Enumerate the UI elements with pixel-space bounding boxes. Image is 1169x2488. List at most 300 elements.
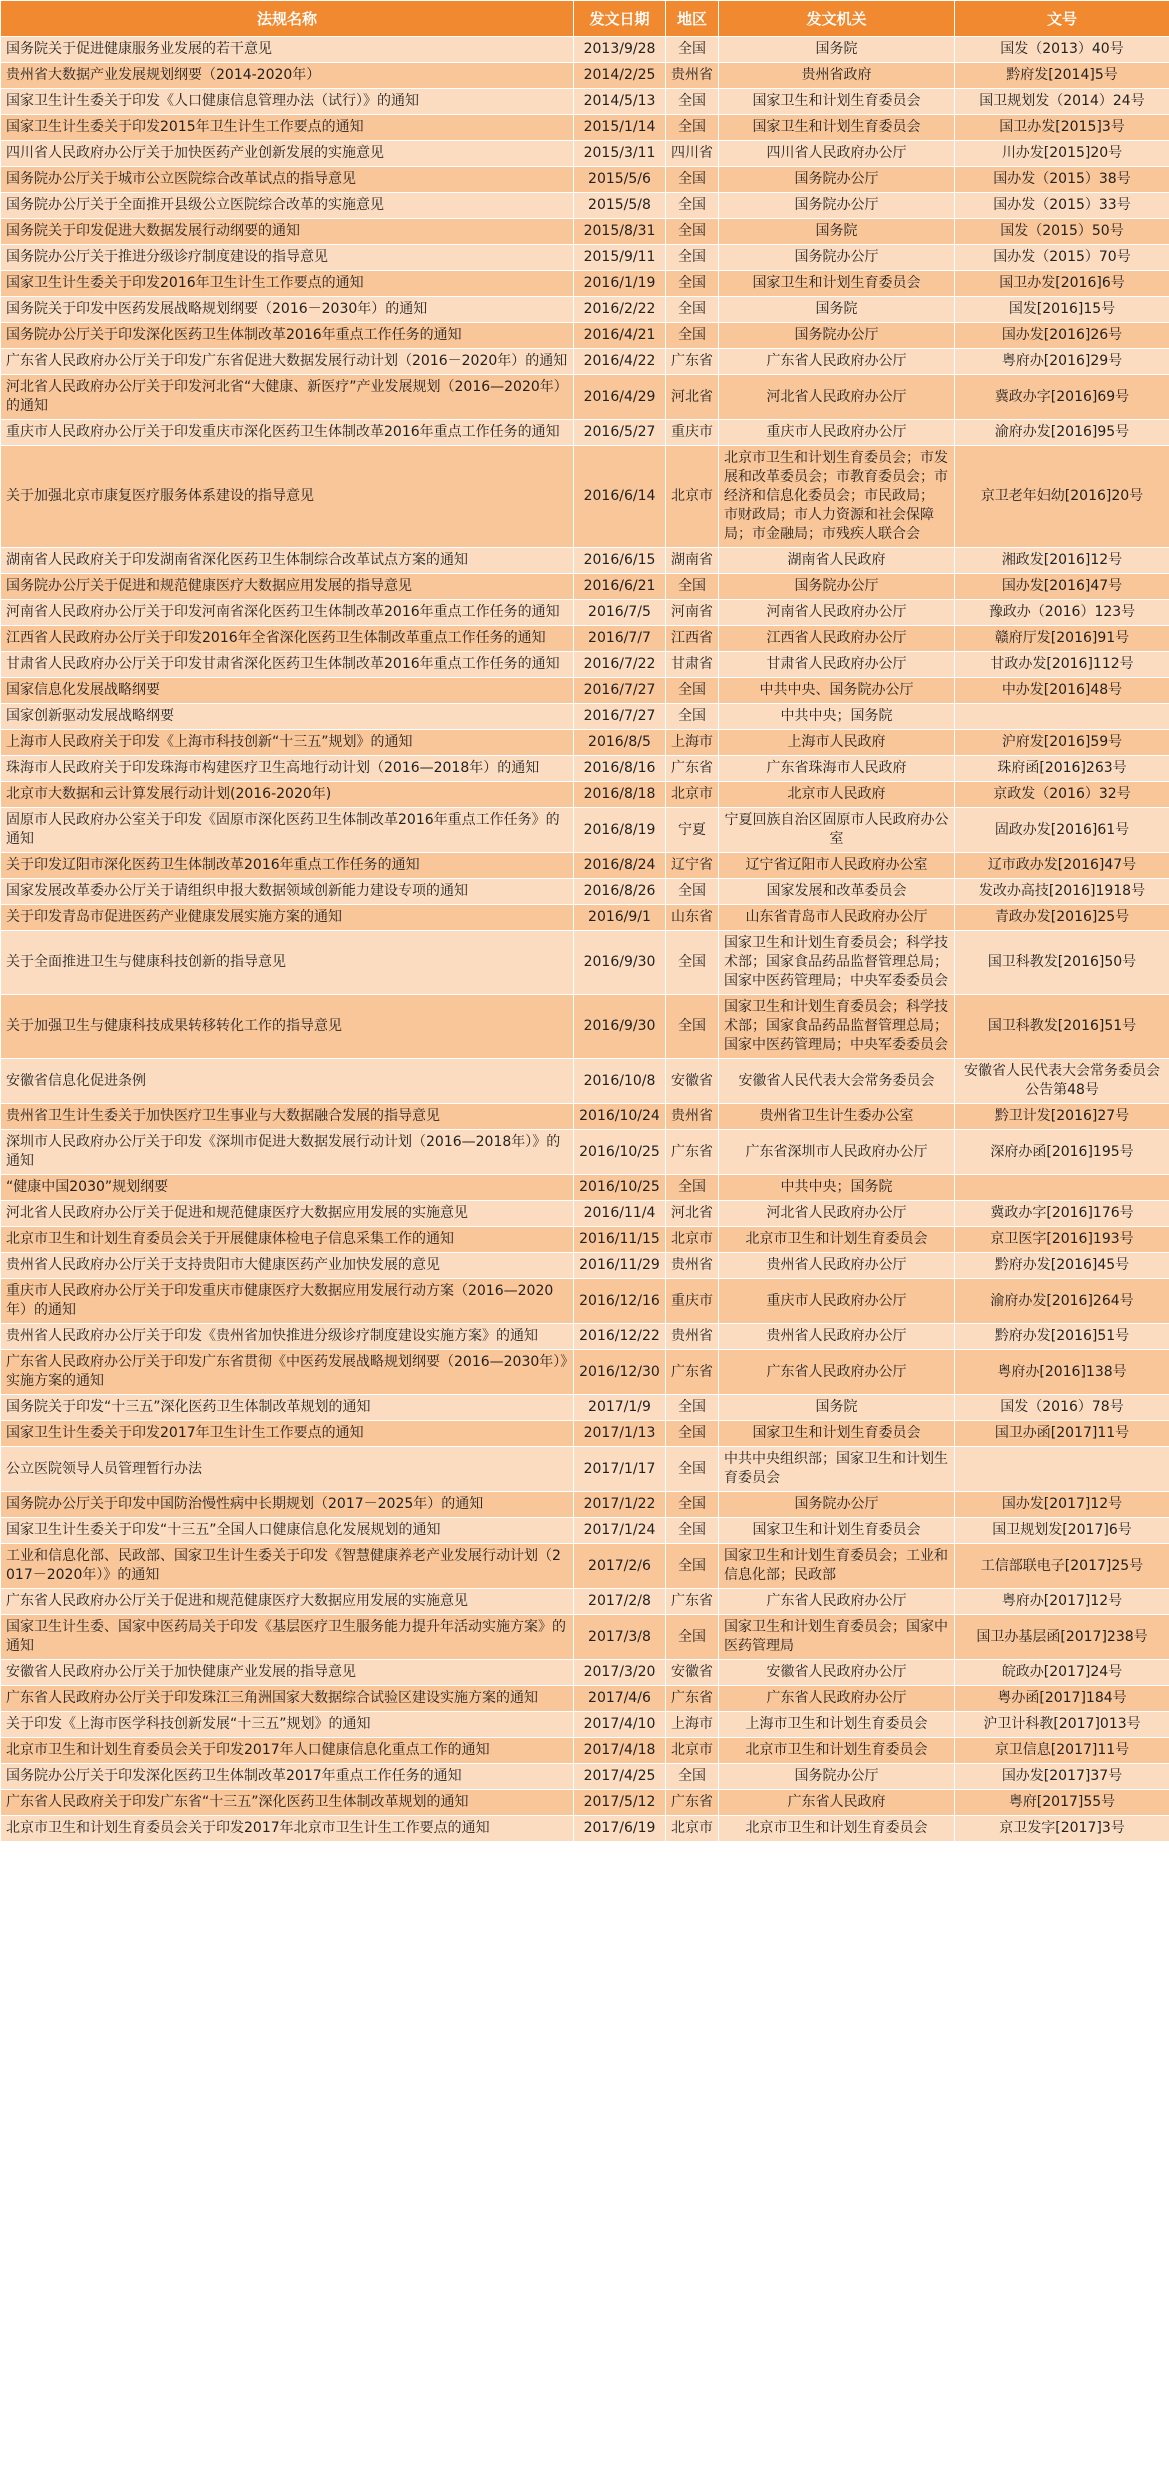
cell-region: 贵州省: [666, 1253, 719, 1279]
table-row: [1, 1518, 1169, 1544]
cell-doc-no: 黔府办发[2016]51号: [955, 1324, 1169, 1350]
cell-region: 安徽省: [666, 1660, 719, 1686]
cell-date: 2016/10/25: [574, 1130, 666, 1175]
cell-region: 全国: [666, 297, 719, 323]
table-row: [1, 1615, 1169, 1660]
cell-date: 2017/4/10: [574, 1712, 666, 1738]
cell-doc-no: 辽市政办发[2016]47号: [955, 853, 1169, 879]
cell-issuer: 重庆市人民政府办公厅: [719, 1279, 955, 1324]
table-row: [1, 853, 1169, 879]
cell-region: 全国: [666, 1447, 719, 1492]
cell-region: 北京市: [666, 446, 719, 548]
cell-doc-no: 青政办发[2016]25号: [955, 905, 1169, 931]
cell-date: 2017/2/8: [574, 1589, 666, 1615]
cell-issuer: 国家卫生和计划生育委员会: [719, 1518, 955, 1544]
cell-issuer: 湖南省人民政府: [719, 548, 955, 574]
cell-name: 河南省人民政府办公厅关于印发河南省深化医药卫生体制改革2016年重点工作任务的通知: [1, 600, 574, 626]
cell-date: 2017/4/6: [574, 1686, 666, 1712]
cell-date: 2016/8/5: [574, 730, 666, 756]
cell-region: 安徽省: [666, 1059, 719, 1104]
cell-date: 2017/6/19: [574, 1816, 666, 1842]
cell-issuer: 贵州省卫生计生委办公室: [719, 1104, 955, 1130]
cell-issuer: 国家卫生和计划生育委员会: [719, 1421, 955, 1447]
cell-doc-no: 国卫科教发[2016]51号: [955, 995, 1169, 1059]
table-row: [1, 626, 1169, 652]
cell-doc-no: 京卫信息[2017]11号: [955, 1738, 1169, 1764]
cell-doc-no: 川办发[2015]20号: [955, 141, 1169, 167]
table-row: [1, 167, 1169, 193]
cell-doc-no: [955, 1175, 1169, 1201]
cell-date: 2015/1/14: [574, 115, 666, 141]
table-row: [1, 89, 1169, 115]
cell-issuer: 贵州省人民政府办公厅: [719, 1324, 955, 1350]
cell-date: 2016/11/4: [574, 1201, 666, 1227]
cell-region: 广东省: [666, 1130, 719, 1175]
cell-issuer: 河南省人民政府办公厅: [719, 600, 955, 626]
cell-date: 2016/8/24: [574, 853, 666, 879]
cell-region: 全国: [666, 678, 719, 704]
cell-name: 国家卫生计生委关于印发2015年卫生计生工作要点的通知: [1, 115, 574, 141]
cell-date: 2014/2/25: [574, 63, 666, 89]
cell-name: 北京市卫生和计划生育委员会关于印发2017年北京市卫生计生工作要点的通知: [1, 1816, 574, 1842]
cell-issuer: 国家卫生和计划生育委员会: [719, 271, 955, 297]
cell-doc-no: 中办发[2016]48号: [955, 678, 1169, 704]
cell-issuer: 国务院: [719, 37, 955, 63]
cell-name: 安徽省信息化促进条例: [1, 1059, 574, 1104]
header-region: 地区: [666, 1, 719, 37]
table-row: [1, 1201, 1169, 1227]
cell-name: 安徽省人民政府办公厅关于加快健康产业发展的指导意见: [1, 1660, 574, 1686]
cell-region: 北京市: [666, 1227, 719, 1253]
table-row: [1, 115, 1169, 141]
cell-date: 2016/6/15: [574, 548, 666, 574]
cell-doc-no: 国卫办发[2016]6号: [955, 271, 1169, 297]
cell-region: 上海市: [666, 1712, 719, 1738]
cell-date: 2017/1/24: [574, 1518, 666, 1544]
cell-doc-no: 京政发（2016）32号: [955, 782, 1169, 808]
cell-name: 贵州省大数据产业发展规划纲要（2014-2020年）: [1, 63, 574, 89]
cell-doc-no: 安徽省人民代表大会常务委员会公告第48号: [955, 1059, 1169, 1104]
cell-doc-no: 沪卫计科教[2017]013号: [955, 1712, 1169, 1738]
cell-region: 河北省: [666, 375, 719, 420]
cell-region: 全国: [666, 1615, 719, 1660]
cell-name: 关于印发《上海市医学科技创新发展“十三五”规划》的通知: [1, 1712, 574, 1738]
table-row: [1, 63, 1169, 89]
table-row: [1, 808, 1169, 853]
cell-date: 2016/6/14: [574, 446, 666, 548]
cell-issuer: 江西省人民政府办公厅: [719, 626, 955, 652]
table-row: [1, 375, 1169, 420]
table-row: [1, 756, 1169, 782]
table-row: [1, 1738, 1169, 1764]
cell-date: 2016/10/25: [574, 1175, 666, 1201]
cell-issuer: 河北省人民政府办公厅: [719, 375, 955, 420]
table-row: [1, 219, 1169, 245]
cell-doc-no: 粤办函[2017]184号: [955, 1686, 1169, 1712]
cell-name: 国家卫生计生委关于印发“十三五”全国人口健康信息化发展规划的通知: [1, 1518, 574, 1544]
table-row: [1, 420, 1169, 446]
cell-issuer: 广东省深圳市人民政府办公厅: [719, 1130, 955, 1175]
cell-name: 工业和信息化部、民政部、国家卫生计生委关于印发《智慧健康养老产业发展行动计划（2017－2020年）》的通知: [1, 1544, 574, 1589]
cell-issuer: 中共中央；国务院: [719, 704, 955, 730]
cell-doc-no: 工信部联电子[2017]25号: [955, 1544, 1169, 1589]
cell-doc-no: 豫政办（2016）123号: [955, 600, 1169, 626]
cell-name: 深圳市人民政府办公厅关于印发《深圳市促进大数据发展行动计划（2016—2018年）》的通知: [1, 1130, 574, 1175]
cell-date: 2017/4/18: [574, 1738, 666, 1764]
cell-name: 贵州省卫生计生委关于加快医疗卫生事业与大数据融合发展的指导意见: [1, 1104, 574, 1130]
cell-date: 2016/12/22: [574, 1324, 666, 1350]
cell-region: 全国: [666, 89, 719, 115]
cell-region: 北京市: [666, 1816, 719, 1842]
cell-doc-no: 国发（2013）40号: [955, 37, 1169, 63]
cell-region: 全国: [666, 704, 719, 730]
header-row: [1, 1, 1169, 37]
cell-date: 2016/10/24: [574, 1104, 666, 1130]
cell-region: 全国: [666, 879, 719, 905]
cell-doc-no: 甘政办发[2016]112号: [955, 652, 1169, 678]
cell-name: 国务院办公厅关于促进和规范健康医疗大数据应用发展的指导意见: [1, 574, 574, 600]
cell-name: 国家发展改革委办公厅关于请组织申报大数据领域创新能力建设专项的通知: [1, 879, 574, 905]
cell-issuer: 国家卫生和计划生育委员会: [719, 89, 955, 115]
cell-date: 2017/4/25: [574, 1764, 666, 1790]
table-row: [1, 1279, 1169, 1324]
cell-doc-no: 皖政办[2017]24号: [955, 1660, 1169, 1686]
cell-region: 湖南省: [666, 548, 719, 574]
table-row: [1, 1253, 1169, 1279]
table-row: [1, 678, 1169, 704]
cell-name: 国务院办公厅关于印发深化医药卫生体制改革2016年重点工作任务的通知: [1, 323, 574, 349]
table-row: [1, 1764, 1169, 1790]
cell-region: 全国: [666, 245, 719, 271]
cell-region: 广东省: [666, 1790, 719, 1816]
cell-name: 关于加强北京市康复医疗服务体系建设的指导意见: [1, 446, 574, 548]
table-row: [1, 879, 1169, 905]
cell-doc-no: 湘政发[2016]12号: [955, 548, 1169, 574]
cell-date: 2016/5/27: [574, 420, 666, 446]
cell-name: 贵州省人民政府办公厅关于印发《贵州省加快推进分级诊疗制度建设实施方案》的通知: [1, 1324, 574, 1350]
table-row: [1, 1104, 1169, 1130]
cell-doc-no: 京卫医字[2016]193号: [955, 1227, 1169, 1253]
cell-region: 全国: [666, 193, 719, 219]
cell-issuer: 四川省人民政府办公厅: [719, 141, 955, 167]
cell-date: 2017/3/20: [574, 1660, 666, 1686]
table-row: [1, 1712, 1169, 1738]
cell-region: 全国: [666, 574, 719, 600]
cell-doc-no: 赣府厅发[2016]91号: [955, 626, 1169, 652]
cell-region: 北京市: [666, 782, 719, 808]
cell-issuer: 贵州省人民政府办公厅: [719, 1253, 955, 1279]
table-row: [1, 1492, 1169, 1518]
cell-date: 2016/4/21: [574, 323, 666, 349]
cell-name: 河北省人民政府办公厅关于印发河北省“大健康、新医疗”产业发展规划（2016—2020年）的通知: [1, 375, 574, 420]
cell-date: 2014/5/13: [574, 89, 666, 115]
cell-issuer: 国务院办公厅: [719, 1764, 955, 1790]
cell-date: 2015/5/8: [574, 193, 666, 219]
cell-name: 国务院关于印发“十三五”深化医药卫生体制改革规划的通知: [1, 1395, 574, 1421]
table-row: [1, 730, 1169, 756]
cell-date: 2016/7/5: [574, 600, 666, 626]
cell-region: 重庆市: [666, 420, 719, 446]
cell-name: 关于印发青岛市促进医药产业健康发展实施方案的通知: [1, 905, 574, 931]
cell-issuer: 广东省人民政府办公厅: [719, 1350, 955, 1395]
cell-issuer: 安徽省人民政府办公厅: [719, 1660, 955, 1686]
cell-date: 2016/11/15: [574, 1227, 666, 1253]
cell-region: 山东省: [666, 905, 719, 931]
cell-name: 广东省人民政府办公厅关于印发广东省促进大数据发展行动计划（2016－2020年）的通知: [1, 349, 574, 375]
table-row: [1, 323, 1169, 349]
table-row: [1, 1686, 1169, 1712]
cell-region: 全国: [666, 1518, 719, 1544]
cell-issuer: 中共中央、国务院办公厅: [719, 678, 955, 704]
cell-region: 重庆市: [666, 1279, 719, 1324]
cell-doc-no: 冀政办字[2016]176号: [955, 1201, 1169, 1227]
cell-issuer: 上海市人民政府: [719, 730, 955, 756]
table-row: [1, 1790, 1169, 1816]
cell-doc-no: 国办发[2017]12号: [955, 1492, 1169, 1518]
cell-name: 国务院办公厅关于全面推开县级公立医院综合改革的实施意见: [1, 193, 574, 219]
cell-issuer: 国务院办公厅: [719, 323, 955, 349]
cell-date: 2016/8/26: [574, 879, 666, 905]
cell-name: 四川省人民政府办公厅关于加快医药产业创新发展的实施意见: [1, 141, 574, 167]
cell-date: 2017/2/6: [574, 1544, 666, 1589]
cell-date: 2016/7/22: [574, 652, 666, 678]
cell-region: 全国: [666, 219, 719, 245]
cell-date: 2017/1/17: [574, 1447, 666, 1492]
cell-date: 2016/10/8: [574, 1059, 666, 1104]
cell-name: 北京市卫生和计划生育委员会关于开展健康体检电子信息采集工作的通知: [1, 1227, 574, 1253]
cell-region: 全国: [666, 271, 719, 297]
cell-name: 贵州省人民政府办公厅关于支持贵阳市大健康医药产业加快发展的意见: [1, 1253, 574, 1279]
cell-issuer: 国务院办公厅: [719, 1492, 955, 1518]
cell-date: 2016/9/30: [574, 995, 666, 1059]
cell-issuer: 国务院: [719, 219, 955, 245]
cell-doc-no: 国办发（2015）33号: [955, 193, 1169, 219]
cell-name: 国务院关于印发中医药发展战略规划纲要（2016－2030年）的通知: [1, 297, 574, 323]
table-row: [1, 574, 1169, 600]
cell-name: 重庆市人民政府办公厅关于印发重庆市深化医药卫生体制改革2016年重点工作任务的通知: [1, 420, 574, 446]
table-row: [1, 1421, 1169, 1447]
table-row: [1, 446, 1169, 548]
cell-date: 2016/7/27: [574, 704, 666, 730]
cell-region: 北京市: [666, 1738, 719, 1764]
table-row: [1, 193, 1169, 219]
cell-name: 广东省人民政府关于印发广东省“十三五”深化医药卫生体制改革规划的通知: [1, 1790, 574, 1816]
cell-name: 广东省人民政府办公厅关于印发广东省贯彻《中医药发展战略规划纲要（2016—2030年）》实施方案的通知: [1, 1350, 574, 1395]
cell-doc-no: 国卫办发[2015]3号: [955, 115, 1169, 141]
cell-region: 全国: [666, 1492, 719, 1518]
cell-doc-no: 国发[2016]15号: [955, 297, 1169, 323]
cell-name: 广东省人民政府办公厅关于促进和规范健康医疗大数据应用发展的实施意见: [1, 1589, 574, 1615]
cell-doc-no: 渝府办发[2016]264号: [955, 1279, 1169, 1324]
table-row: [1, 782, 1169, 808]
cell-issuer: 广东省珠海市人民政府: [719, 756, 955, 782]
cell-issuer: 河北省人民政府办公厅: [719, 1201, 955, 1227]
cell-issuer: 国家卫生和计划生育委员会: [719, 115, 955, 141]
cell-region: 广东省: [666, 1350, 719, 1395]
cell-date: 2017/1/9: [574, 1395, 666, 1421]
cell-name: 国务院办公厅关于印发中国防治慢性病中长期规划（2017－2025年）的通知: [1, 1492, 574, 1518]
cell-region: 河北省: [666, 1201, 719, 1227]
cell-name: 国务院办公厅关于城市公立医院综合改革试点的指导意见: [1, 167, 574, 193]
table-row: [1, 1227, 1169, 1253]
cell-doc-no: 黔卫计发[2016]27号: [955, 1104, 1169, 1130]
cell-region: 全国: [666, 1764, 719, 1790]
cell-name: 关于加强卫生与健康科技成果转移转化工作的指导意见: [1, 995, 574, 1059]
cell-date: 2016/6/21: [574, 574, 666, 600]
cell-name: 广东省人民政府办公厅关于印发珠江三角洲国家大数据综合试验区建设实施方案的通知: [1, 1686, 574, 1712]
cell-name: 国务院办公厅关于印发深化医药卫生体制改革2017年重点工作任务的通知: [1, 1764, 574, 1790]
table-row: [1, 1059, 1169, 1104]
cell-date: 2017/3/8: [574, 1615, 666, 1660]
cell-issuer: 贵州省政府: [719, 63, 955, 89]
cell-doc-no: 渝府办发[2016]95号: [955, 420, 1169, 446]
cell-date: 2015/3/11: [574, 141, 666, 167]
cell-doc-no: 国卫规划发[2017]6号: [955, 1518, 1169, 1544]
cell-issuer: 北京市卫生和计划生育委员会: [719, 1738, 955, 1764]
cell-doc-no: 国办发[2016]47号: [955, 574, 1169, 600]
cell-region: 全国: [666, 323, 719, 349]
cell-issuer: 广东省人民政府办公厅: [719, 1686, 955, 1712]
cell-region: 宁夏: [666, 808, 719, 853]
cell-name: 上海市人民政府关于印发《上海市科技创新“十三五”规划》的通知: [1, 730, 574, 756]
table-row: [1, 600, 1169, 626]
cell-doc-no: 粤府办[2017]12号: [955, 1589, 1169, 1615]
header-name: 法规名称: [1, 1, 574, 37]
cell-name: 关于全面推进卫生与健康科技创新的指导意见: [1, 931, 574, 995]
cell-region: 辽宁省: [666, 853, 719, 879]
cell-issuer: 国家卫生和计划生育委员会；国家中医药管理局: [719, 1615, 955, 1660]
cell-name: 国家卫生计生委关于印发2016年卫生计生工作要点的通知: [1, 271, 574, 297]
cell-name: 珠海市人民政府关于印发珠海市构建医疗卫生高地行动计划（2016—2018年）的通知: [1, 756, 574, 782]
cell-region: 全国: [666, 931, 719, 995]
cell-region: 贵州省: [666, 63, 719, 89]
table-row: [1, 1350, 1169, 1395]
cell-doc-no: 京卫老年妇幼[2016]20号: [955, 446, 1169, 548]
cell-region: 全国: [666, 115, 719, 141]
cell-doc-no: 黔府发[2014]5号: [955, 63, 1169, 89]
cell-region: 全国: [666, 37, 719, 63]
cell-issuer: 宁夏回族自治区固原市人民政府办公室: [719, 808, 955, 853]
cell-date: 2016/8/18: [574, 782, 666, 808]
table-row: [1, 37, 1169, 63]
cell-name: 固原市人民政府办公室关于印发《固原市深化医药卫生体制改革2016年重点工作任务》的通知: [1, 808, 574, 853]
cell-doc-no: 发改办高技[2016]1918号: [955, 879, 1169, 905]
cell-issuer: 北京市卫生和计划生育委员会；市发展和改革委员会；市教育委员会；市经济和信息化委员会；市民政局； 市财政局；市人力资源和社会保障局；市金融局；市残疾人联合会: [719, 446, 955, 548]
table-row: [1, 704, 1169, 730]
table-row: [1, 1324, 1169, 1350]
cell-issuer: 安徽省人民代表大会常务委员会: [719, 1059, 955, 1104]
cell-doc-no: 粤府办[2016]138号: [955, 1350, 1169, 1395]
cell-doc-no: 国卫规划发（2014）24号: [955, 89, 1169, 115]
cell-doc-no: 珠府函[2016]263号: [955, 756, 1169, 782]
cell-name: 北京市卫生和计划生育委员会关于印发2017年人口健康信息化重点工作的通知: [1, 1738, 574, 1764]
cell-issuer: 中共中央组织部；国家卫生和计划生育委员会: [719, 1447, 955, 1492]
cell-issuer: 北京市人民政府: [719, 782, 955, 808]
cell-region: 甘肃省: [666, 652, 719, 678]
cell-name: 江西省人民政府办公厅关于印发2016年全省深化医药卫生体制改革重点工作任务的通知: [1, 626, 574, 652]
cell-region: 全国: [666, 167, 719, 193]
cell-date: 2016/9/30: [574, 931, 666, 995]
cell-issuer: 重庆市人民政府办公厅: [719, 420, 955, 446]
cell-issuer: 广东省人民政府办公厅: [719, 349, 955, 375]
cell-doc-no: 沪府发[2016]59号: [955, 730, 1169, 756]
cell-date: 2016/7/27: [574, 678, 666, 704]
cell-date: 2015/8/31: [574, 219, 666, 245]
cell-region: 贵州省: [666, 1324, 719, 1350]
cell-date: 2013/9/28: [574, 37, 666, 63]
cell-date: 2016/12/30: [574, 1350, 666, 1395]
cell-issuer: 北京市卫生和计划生育委员会: [719, 1816, 955, 1842]
cell-date: 2016/7/7: [574, 626, 666, 652]
cell-name: 国务院办公厅关于推进分级诊疗制度建设的指导意见: [1, 245, 574, 271]
cell-issuer: 广东省人民政府办公厅: [719, 1589, 955, 1615]
cell-doc-no: 粤府办[2016]29号: [955, 349, 1169, 375]
cell-name: 北京市大数据和云计算发展行动计划(2016-2020年): [1, 782, 574, 808]
table-row: [1, 245, 1169, 271]
cell-name: 国家卫生计生委、国家中医药局关于印发《基层医疗卫生服务能力提升年活动实施方案》的通知: [1, 1615, 574, 1660]
table-row: [1, 1130, 1169, 1175]
table-row: [1, 931, 1169, 995]
cell-date: 2016/11/29: [574, 1253, 666, 1279]
table-row: [1, 652, 1169, 678]
cell-name: 公立医院领导人员管理暂行办法: [1, 1447, 574, 1492]
cell-name: 国务院关于印发促进大数据发展行动纲要的通知: [1, 219, 574, 245]
cell-issuer: 国务院办公厅: [719, 245, 955, 271]
cell-name: 国家卫生计生委关于印发《人口健康信息管理办法（试行）》的通知: [1, 89, 574, 115]
cell-issuer: 北京市卫生和计划生育委员会: [719, 1227, 955, 1253]
cell-issuer: 山东省青岛市人民政府办公厅: [719, 905, 955, 931]
cell-date: 2016/8/16: [574, 756, 666, 782]
table-row: [1, 1660, 1169, 1686]
cell-doc-no: 国发（2015）50号: [955, 219, 1169, 245]
cell-region: 全国: [666, 1421, 719, 1447]
cell-name: 湖南省人民政府关于印发湖南省深化医药卫生体制综合改革试点方案的通知: [1, 548, 574, 574]
cell-issuer: 国家卫生和计划生育委员会；科学技术部；国家食品药品监督管理总局；国家中医药管理局；中央军委委员会: [719, 931, 955, 995]
cell-region: 全国: [666, 1395, 719, 1421]
cell-doc-no: 国办发（2015）70号: [955, 245, 1169, 271]
table-row: [1, 271, 1169, 297]
cell-doc-no: 国发（2016）78号: [955, 1395, 1169, 1421]
cell-issuer: 国务院: [719, 1395, 955, 1421]
table-row: [1, 905, 1169, 931]
cell-region: 贵州省: [666, 1104, 719, 1130]
table-row: [1, 297, 1169, 323]
table-row: [1, 1589, 1169, 1615]
cell-name: “健康中国2030”规划纲要: [1, 1175, 574, 1201]
cell-issuer: 国务院办公厅: [719, 574, 955, 600]
table-row: [1, 995, 1169, 1059]
cell-doc-no: 粤府[2017]55号: [955, 1790, 1169, 1816]
header-issuer: 发文机关: [719, 1, 955, 37]
cell-date: 2016/12/16: [574, 1279, 666, 1324]
cell-issuer: 中共中央；国务院: [719, 1175, 955, 1201]
cell-region: 全国: [666, 1175, 719, 1201]
cell-region: 全国: [666, 1544, 719, 1589]
cell-issuer: 国家发展和改革委员会: [719, 879, 955, 905]
cell-doc-no: 国办发[2017]37号: [955, 1764, 1169, 1790]
cell-doc-no: 国办发[2016]26号: [955, 323, 1169, 349]
cell-date: 2016/4/22: [574, 349, 666, 375]
table-row: [1, 1395, 1169, 1421]
cell-date: 2017/1/22: [574, 1492, 666, 1518]
table-row: [1, 141, 1169, 167]
cell-issuer: 国务院办公厅: [719, 193, 955, 219]
table-row: [1, 1447, 1169, 1492]
cell-doc-no: [955, 1447, 1169, 1492]
table-row: [1, 1544, 1169, 1589]
cell-doc-no: [955, 704, 1169, 730]
cell-date: 2015/5/6: [574, 167, 666, 193]
